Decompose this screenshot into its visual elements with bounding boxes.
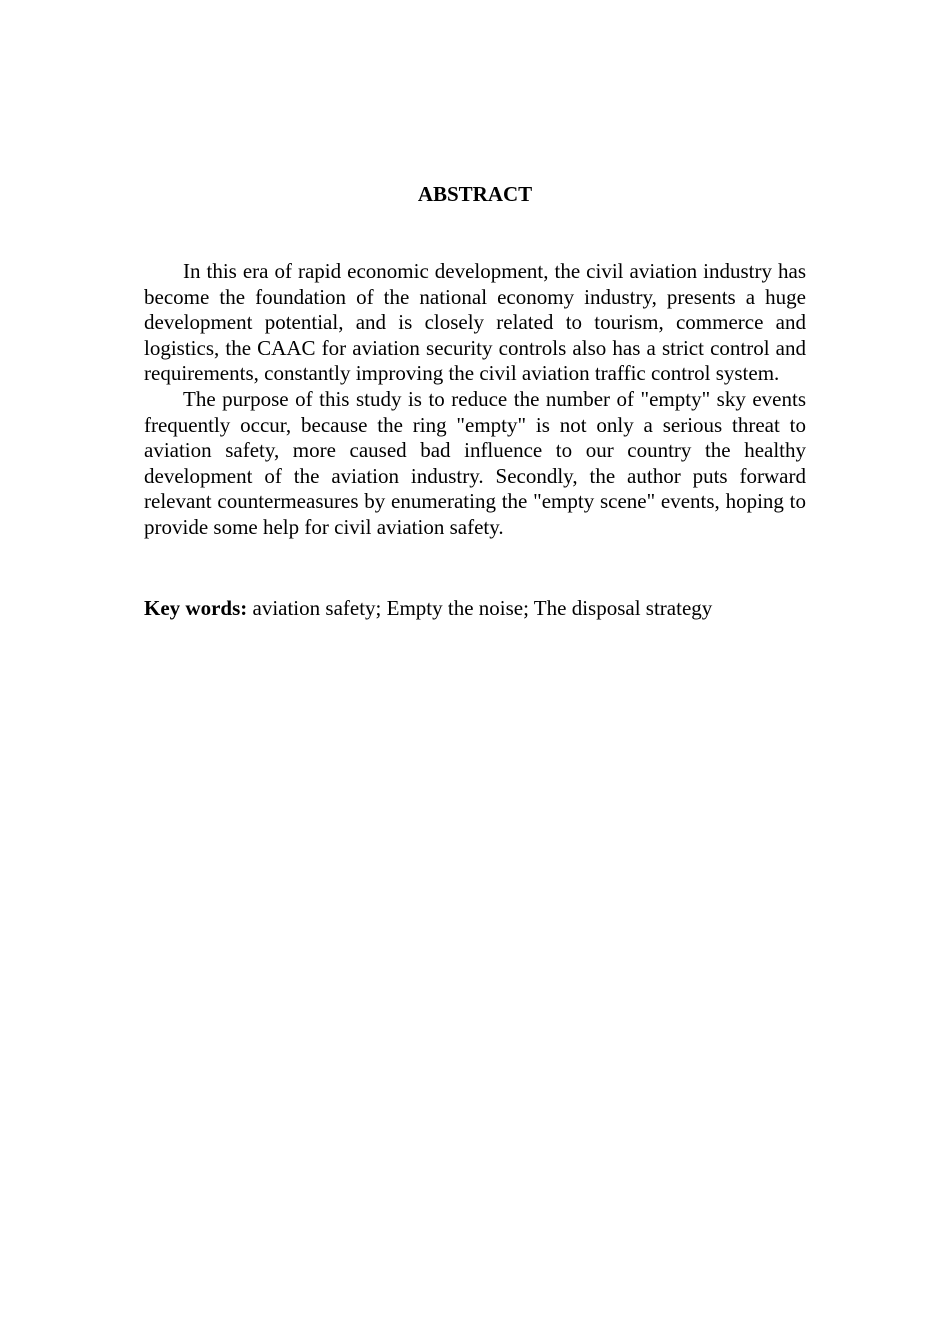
- abstract-title: ABSTRACT: [417, 182, 533, 206]
- abstract-body: [144, 259, 806, 541]
- abstract-paragraph-1: In this era of rapid economic development, the civil aviation industry has become the foundation of the national economy industry, presents a huge development potential, and is closely related to tourism, commerce and logistics, the CAAC for aviation security controls also has a strict control and requirements, constantly improving the civil aviation traffic control system.: [144, 259, 806, 386]
- keywords-label: Key words:: [144, 596, 248, 620]
- keywords-line: [144, 595, 806, 621]
- abstract-paragraph-2: The purpose of this study is to reduce the number of "empty" sky events frequently occur, because the ring "empty" is not only a serious threat to aviation safety, more caused bad influence to our country the healthy development of the aviation industry. Secondly, the author puts forward relevant countermeasures by enumerating the "empty scene" events, hoping to provide some help for civil aviation safety.: [144, 386, 806, 539]
- keywords-text: aviation safety; Empty the noise; The disposal strategy: [252, 596, 713, 620]
